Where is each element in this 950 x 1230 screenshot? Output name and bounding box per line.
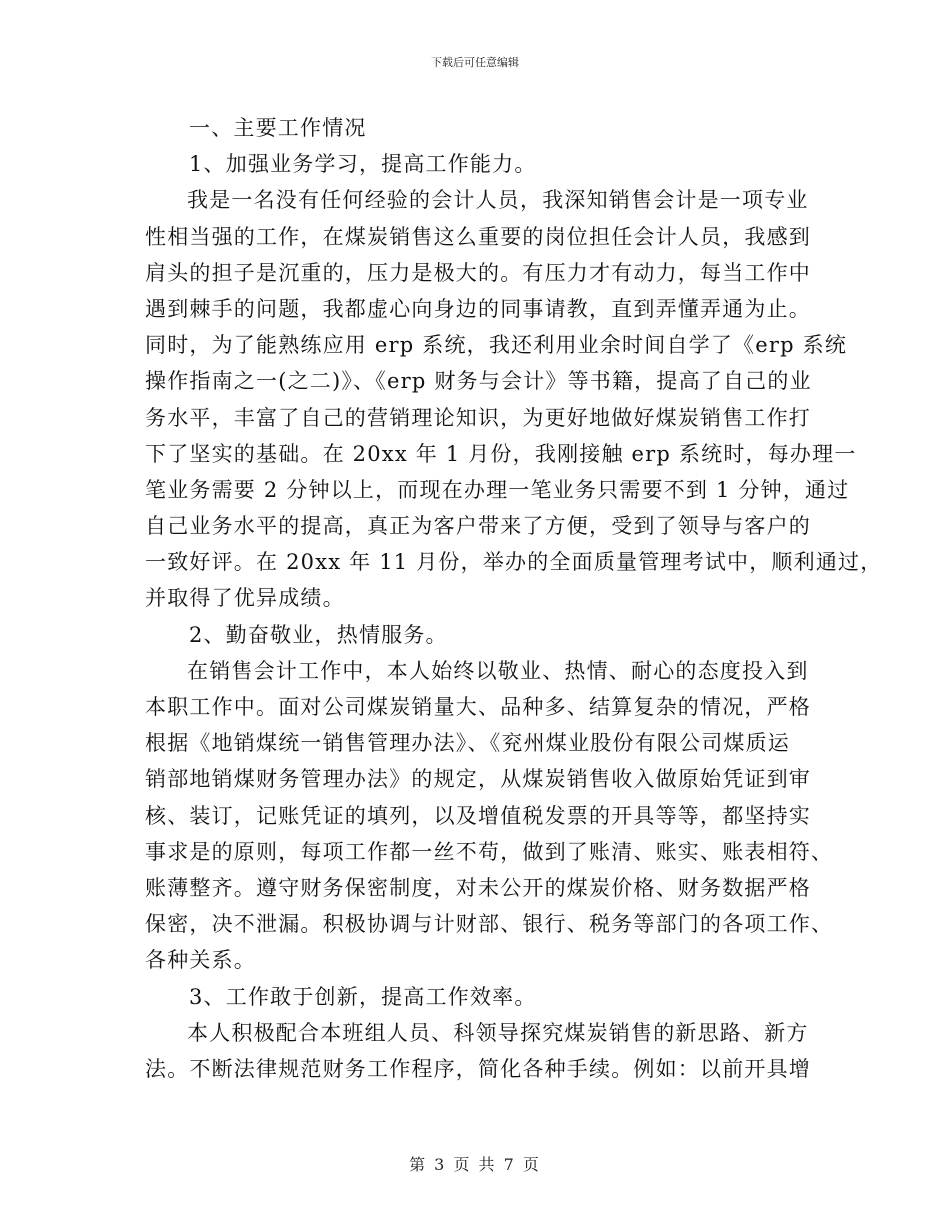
paragraph-1-line: 务水平，丰富了自己的营销理论知识，为更好地做好煤炭销售工作打 [145, 405, 811, 430]
paragraph-1-line: 下了坚实的基础。在 20xx 年 1 月份，我刚接触 erp 系统时，每办理一 [145, 441, 857, 466]
paragraph-2-line: 账薄整齐。遵守财务保密制度，对未公开的煤炭价格、财务数据严格 [145, 875, 811, 900]
paragraph-2-line: 保密，决不泄漏。积极协调与计财部、银行、税务等部门的各项工作、 [145, 912, 834, 937]
paragraph-3-line: 法。不断法律规范财务工作程序，简化各种手续。例如：以前开具增 [145, 1056, 811, 1081]
paragraph-2-line: 各种关系。 [145, 948, 256, 973]
paragraph-1-line: 同时，为了能熟练应用 erp 系统，我还利用业余时间自学了《erp 系统 [145, 333, 848, 358]
paragraph-3-line: 本人积极配合本班组人员、科领导探究煤炭销售的新思路、新方 [187, 1020, 809, 1045]
paragraph-1-line: 笔业务需要 2 分钟以上，而现在办理一笔业务只需要不到 1 分钟，通过 [145, 477, 850, 502]
paragraph-2-line: 销部地销煤财务管理办法》的规定，从煤炭销售收入做原始凭证到审 [145, 767, 811, 792]
paragraph-1-line: 操作指南之一(之二)》、《erp 财务与会计》等书籍，提高了自己的业 [145, 369, 812, 394]
paragraph-1-line: 性相当强的工作，在煤炭销售这么重要的岗位担任会计人员，我感到 [145, 224, 811, 249]
paragraph-1-line: 我是一名没有任何经验的会计人员，我深知销售会计是一项专业 [187, 188, 809, 213]
paragraph-2-line: 核、装订，记账凭证的填列，以及增值税发票的开具等等，都坚持实 [145, 803, 811, 828]
page-number-footer: 第 3 页 共 7 页 [409, 1155, 541, 1174]
subsection-heading-3: 3、工作敢于创新，提高工作效率。 [189, 984, 537, 1009]
paragraph-1-line: 自己业务水平的提高，真正为客户带来了方便，受到了领导与客户的 [145, 514, 811, 539]
paragraph-1-line: 并取得了优异成绩。 [145, 586, 345, 611]
paragraph-1-line: 肩头的担子是沉重的，压力是极大的。有压力才有动力，每当工作中 [145, 260, 811, 285]
paragraph-1-line: 遇到棘手的问题，我都虚心向身边的同事请教，直到弄懂弄通为止。 [145, 296, 811, 321]
subsection-heading-2: 2、勤奋敬业，热情服务。 [189, 622, 448, 647]
section-heading: 一、主要工作情况 [189, 116, 367, 140]
paragraph-2-line: 事求是的原则，每项工作都一丝不苟，做到了账清、账实、账表相符、 [145, 839, 834, 864]
subsection-heading-1: 1、加强业务学习，提高工作能力。 [189, 152, 537, 177]
paragraph-2-line: 本职工作中。面对公司煤炭销量大、品种多、结算复杂的情况，严格 [145, 695, 811, 719]
paragraph-1-line: 一致好评。在 20xx 年 11 月份，举办的全面质量管理考试中，顺利通过， [145, 550, 883, 575]
page-header: 下载后可任意编辑 [431, 56, 519, 69]
paragraph-2-line: 在销售会计工作中，本人始终以敬业、热情、耐心的态度投入到 [187, 658, 809, 683]
paragraph-2-line: 根据《地销煤统一销售管理办法》、《兖州煤业股份有限公司煤质运 [145, 731, 790, 756]
document-body [145, 110, 883, 1087]
